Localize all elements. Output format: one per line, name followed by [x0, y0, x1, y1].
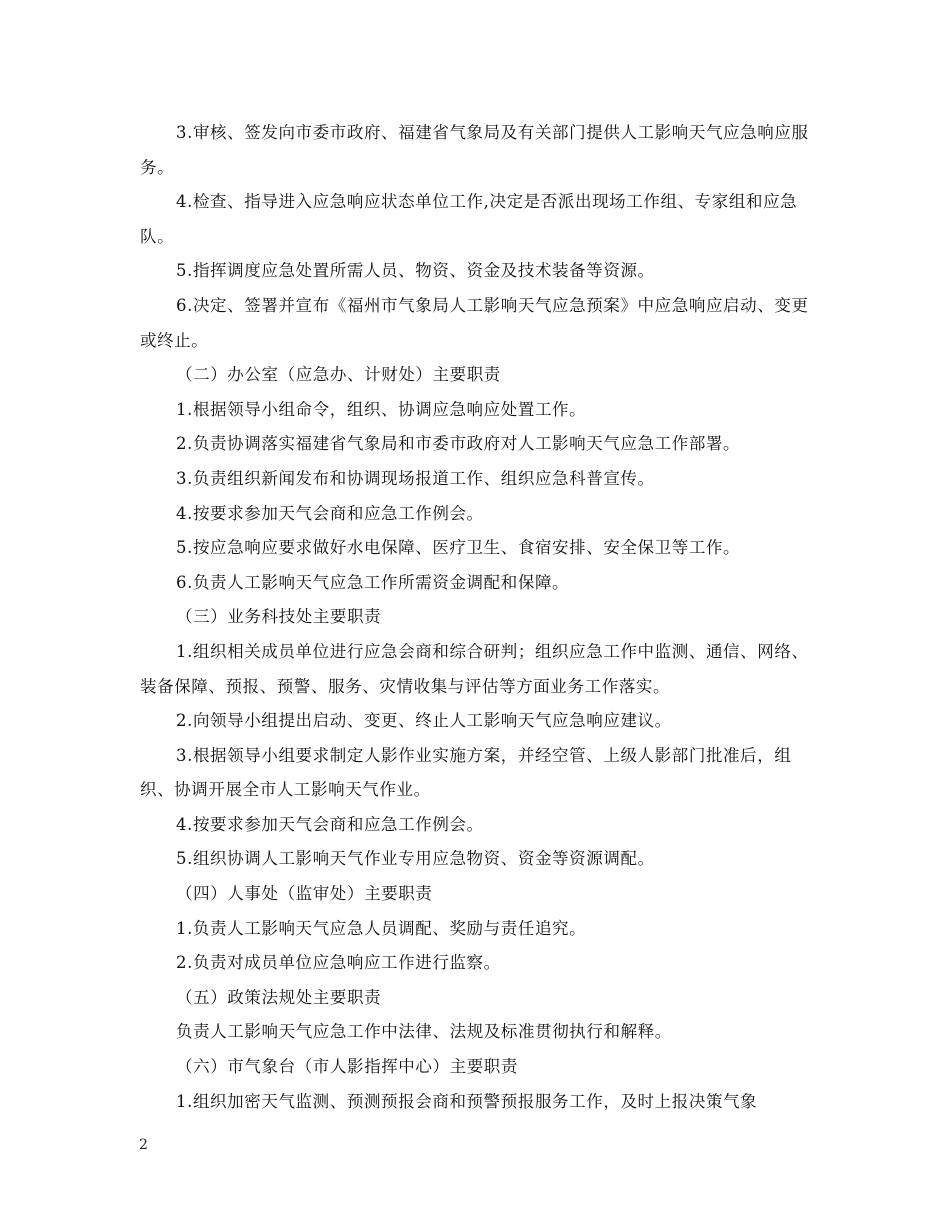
paragraph: 4.按要求参加天气会商和应急工作例会。: [176, 503, 484, 523]
section-heading: （三）业务科技处主要职责: [176, 607, 382, 627]
paragraph: 1.根据领导小组命令，组织、协调应急响应处置工作。: [176, 399, 587, 419]
paragraph: 3.审核、签发向市委市政府、福建省气象局及有关部门提供人工影响天气应急响应服务。: [140, 123, 809, 177]
paragraph: 负责人工影响天气应急工作中法律、法规及标准贯彻执行和解释。: [176, 1022, 672, 1042]
section-heading: （四）人事处（监审处）主要职责: [176, 884, 433, 904]
paragraph: 6.负责人工影响天气应急工作所需资金调配和保障。: [176, 572, 570, 592]
section-heading: （六）市气象台（市人影指挥中心）主要职责: [176, 1057, 518, 1077]
section-heading: （二）办公室（应急办、计财处）主要职责: [176, 365, 501, 385]
paragraph: 2.负责协调落实福建省气象局和市委市政府对人工影响天气应急工作部署。: [176, 434, 741, 454]
section-heading: （五）政策法规处主要职责: [176, 987, 382, 1007]
paragraph: 3.根据领导小组要求制定人影作业实施方案，并经空管、上级人影部门批准后，组织、协调开展全市人工影响天气作业。: [140, 745, 792, 800]
paragraph: 3.负责组织新闻发布和协调现场报道工作、组织应急科普宣传。: [176, 468, 655, 488]
paragraph: 5.组织协调人工影响天气作业专用应急物资、资金等资源调配。: [176, 849, 655, 869]
document-body: [140, 116, 820, 1119]
paragraph: 4.检查、指导进入应急响应状态单位工作,决定是否派出现场工作组、专家组和应急队。: [140, 192, 798, 246]
paragraph: 4.按要求参加天气会商和应急工作例会。: [176, 814, 484, 834]
paragraph: 5.指挥调度应急处置所需人员、物资、资金及技术装备等资源。: [176, 261, 655, 281]
paragraph: 5.按应急响应要求做好水电保障、医疗卫生、食宿安排、安全保卫等工作。: [176, 538, 741, 558]
paragraph: 2.向领导小组提出启动、变更、终止人工影响天气应急响应建议。: [176, 711, 672, 731]
page-number: 2: [139, 1137, 148, 1153]
paragraph: 2.负责对成员单位应急响应工作进行监察。: [176, 953, 501, 973]
paragraph: 1.组织相关成员单位进行应急会商和综合研判；组织应急工作中监测、通信、网络、装备保障、预报、预警、服务、灾情收集与评估等方面业务工作落实。: [140, 641, 809, 696]
paragraph: 1.负责人工影响天气应急人员调配、奖励与责任追究。: [176, 918, 587, 938]
paragraph: 1.组织加密天气监测、预测预报会商和预警预报服务工作，及时上报决策气象: [176, 1091, 758, 1111]
paragraph: 6.决定、签署并宣布《福州市气象局人工影响天气应急预案》中应急响应启动、变更或终止。: [140, 295, 809, 350]
